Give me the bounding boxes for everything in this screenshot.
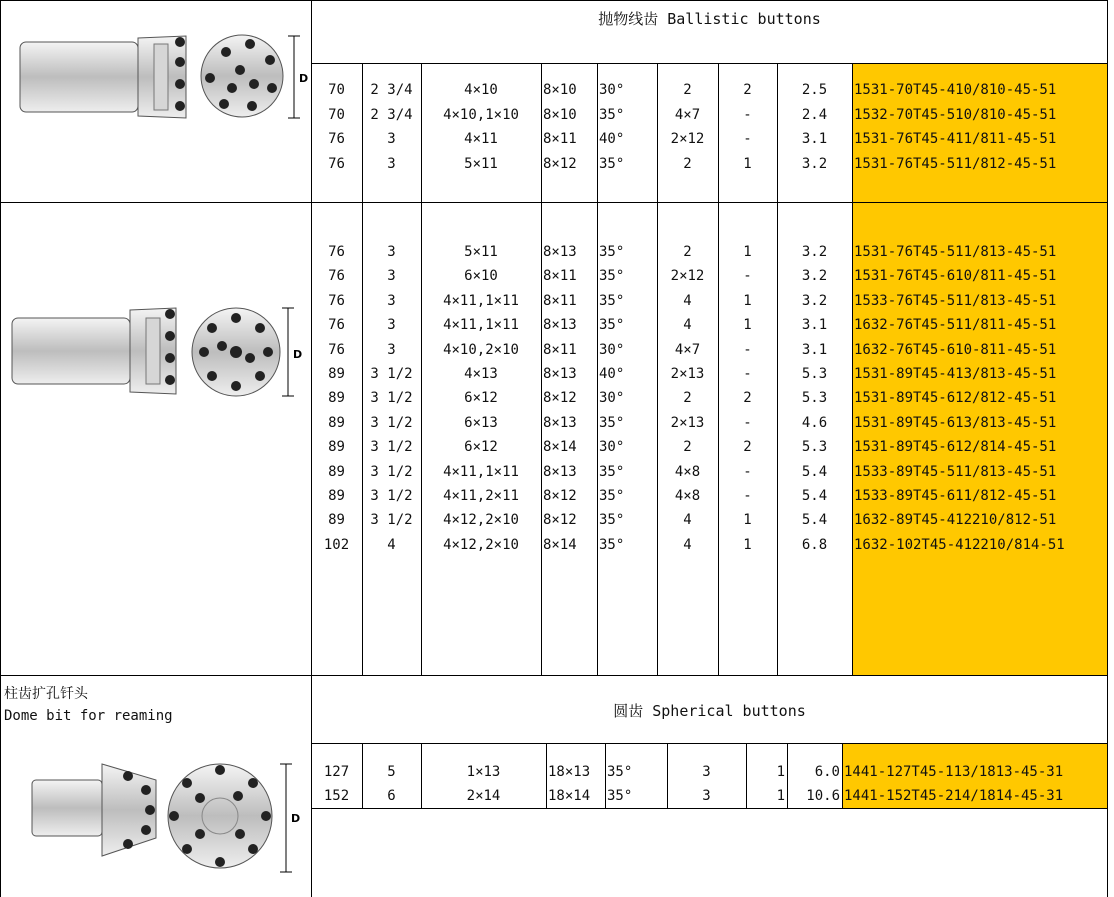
cell-diameter-mm: 76 xyxy=(328,131,345,147)
cell-part-number: 1531-76T45-511/812-45-51 xyxy=(854,156,1057,172)
cell-flush-holes: 2×13 xyxy=(670,415,705,431)
cell-flush-holes: 4 xyxy=(683,317,692,333)
cell-flush-holes: 4 xyxy=(683,537,692,553)
cell-front-holes: 1 xyxy=(743,317,752,333)
cell-button-size: 8×12 xyxy=(543,512,577,528)
cell-diameter-in: 3 xyxy=(387,268,396,284)
cell-front-holes: - xyxy=(743,107,752,123)
cell-diameter-mm: 89 xyxy=(328,512,345,528)
cell-flush-holes: 2 xyxy=(683,390,692,406)
cell-part-number: 1531-70T45-410/810-45-51 xyxy=(854,82,1057,98)
button-bit-illustration-icon xyxy=(18,30,308,132)
cell-button-count: 4×10,1×10 xyxy=(443,107,519,123)
cell-diameter-in: 3 1/2 xyxy=(370,488,413,504)
cell-weight: 10.6 xyxy=(806,788,840,804)
cell-button-count: 4×11,2×11 xyxy=(443,488,519,504)
cell-button-size: 8×11 xyxy=(543,293,577,309)
cell-diameter-mm: 76 xyxy=(328,244,345,260)
cell-angle: 35° xyxy=(599,537,625,553)
cell-angle: 35° xyxy=(599,512,625,528)
cell-front-holes: 1 xyxy=(776,764,785,780)
cell-button-count: 4×11 xyxy=(464,131,498,147)
cell-part-number: 1532-70T45-510/810-45-51 xyxy=(854,107,1057,123)
cell-flush-holes: 4 xyxy=(683,293,692,309)
cell-weight: 3.2 xyxy=(801,244,828,260)
cell-part-number: 1531-89T45-612/814-45-51 xyxy=(854,439,1057,455)
cell-button-count: 5×11 xyxy=(464,244,498,260)
cell-button-size: 8×13 xyxy=(543,366,577,382)
cell-flush-holes: 2 xyxy=(683,82,692,98)
cell-angle: 30° xyxy=(599,82,625,98)
cell-button-size: 18×14 xyxy=(548,788,591,804)
cell-front-holes: 1 xyxy=(743,293,752,309)
cell-front-holes: - xyxy=(743,268,752,284)
cell-angle: 35° xyxy=(599,488,625,504)
cell-button-count: 4×10 xyxy=(464,82,498,98)
cell-angle: 35° xyxy=(599,156,625,172)
cell-diameter-mm: 89 xyxy=(328,415,345,431)
cell-button-size: 8×13 xyxy=(543,464,577,480)
cell-weight: 3.2 xyxy=(801,293,828,309)
cell-button-size: 8×14 xyxy=(543,439,577,455)
cell-diameter-mm: 76 xyxy=(328,293,345,309)
cell-angle: 35° xyxy=(599,244,625,260)
cell-button-size: 18×13 xyxy=(548,764,591,780)
cell-weight: 5.4 xyxy=(801,488,828,504)
cell-front-holes: 1 xyxy=(743,512,752,528)
cell-front-holes: 2 xyxy=(743,439,752,455)
cell-angle: 35° xyxy=(599,415,625,431)
cell-part-number: 1441-127T45-113/1813-45-31 xyxy=(844,764,1064,780)
cell-diameter-mm: 127 xyxy=(323,764,350,780)
cell-part-number: 1533-89T45-611/812-45-51 xyxy=(854,488,1057,504)
cell-diameter-in: 3 1/2 xyxy=(370,512,413,528)
cell-weight: 2.4 xyxy=(801,107,828,123)
cell-angle: 35° xyxy=(599,293,625,309)
cell-button-count: 4×12,2×10 xyxy=(443,537,519,553)
cell-part-number: 1531-89T45-413/813-45-51 xyxy=(854,366,1057,382)
cell-diameter-in: 3 xyxy=(387,131,396,147)
cell-diameter-in: 3 1/2 xyxy=(370,390,413,406)
cell-diameter-mm: 70 xyxy=(328,107,345,123)
cell-flush-holes: 4×7 xyxy=(674,107,701,123)
cell-flush-holes: 4×7 xyxy=(674,342,701,358)
cell-angle: 35° xyxy=(607,764,633,780)
cell-diameter-mm: 89 xyxy=(328,488,345,504)
cell-front-holes: - xyxy=(743,366,752,382)
cell-button-count: 4×11,1×11 xyxy=(443,464,519,480)
cell-button-count: 6×12 xyxy=(464,439,498,455)
reaming-bit-label-en: Dome bit for reaming xyxy=(4,708,173,724)
cell-angle: 40° xyxy=(599,366,625,382)
cell-angle: 35° xyxy=(599,317,625,333)
cell-diameter-in: 3 xyxy=(387,244,396,260)
cell-diameter-in: 5 xyxy=(387,764,396,780)
cell-front-holes: 1 xyxy=(743,537,752,553)
cell-weight: 3.1 xyxy=(801,131,828,147)
cell-front-holes: - xyxy=(743,488,752,504)
cell-button-size: 8×12 xyxy=(543,156,577,172)
svg-text:D: D xyxy=(291,812,301,825)
cell-button-size: 8×10 xyxy=(543,107,577,123)
cell-part-number: 1533-89T45-511/813-45-51 xyxy=(854,464,1057,480)
button-bit-illustration-icon xyxy=(10,300,302,414)
cell-front-holes: - xyxy=(743,342,752,358)
cell-weight: 3.1 xyxy=(801,342,828,358)
cell-weight: 2.5 xyxy=(801,82,828,98)
cell-diameter-in: 6 xyxy=(387,788,396,804)
section-title-ballistic: 抛物线齿 Ballistic buttons xyxy=(598,10,821,28)
cell-angle: 35° xyxy=(607,788,633,804)
cell-flush-holes: 2×12 xyxy=(670,131,705,147)
cell-front-holes: - xyxy=(743,415,752,431)
cell-front-holes: 1 xyxy=(743,244,752,260)
cell-diameter-in: 3 1/2 xyxy=(370,366,413,382)
cell-diameter-in: 2 3/4 xyxy=(370,107,413,123)
cell-flush-holes: 2×13 xyxy=(670,366,705,382)
cell-part-number: 1531-76T45-511/813-45-51 xyxy=(854,244,1057,260)
cell-weight: 5.4 xyxy=(801,464,828,480)
cell-button-count: 2×14 xyxy=(466,788,501,804)
cell-angle: 35° xyxy=(599,464,625,480)
cell-part-number: 1533-76T45-511/813-45-51 xyxy=(854,293,1057,309)
cell-flush-holes: 2 xyxy=(683,244,692,260)
cell-diameter-in: 3 1/2 xyxy=(370,464,413,480)
cell-button-count: 4×11,1×11 xyxy=(443,293,519,309)
cell-diameter-in: 3 xyxy=(387,156,396,172)
cell-front-holes: - xyxy=(743,131,752,147)
cell-button-count: 4×13 xyxy=(464,366,498,382)
cell-diameter-mm: 76 xyxy=(328,317,345,333)
cell-flush-holes: 2×12 xyxy=(670,268,705,284)
cell-button-count: 4×11,1×11 xyxy=(443,317,519,333)
reaming-bit-label-cn: 柱齿扩孔钎头 xyxy=(4,686,88,702)
cell-diameter-mm: 76 xyxy=(328,268,345,284)
cell-button-count: 5×11 xyxy=(464,156,498,172)
cell-button-count: 4×12,2×10 xyxy=(443,512,519,528)
cell-part-number: 1632-89T45-412210/812-51 xyxy=(854,512,1057,528)
cell-angle: 30° xyxy=(599,342,625,358)
cell-front-holes: 1 xyxy=(776,788,785,804)
cell-front-holes: 1 xyxy=(743,156,752,172)
cell-part-number: 1531-76T45-610/811-45-51 xyxy=(854,268,1057,284)
cell-angle: 30° xyxy=(599,439,625,455)
cell-diameter-mm: 89 xyxy=(328,390,345,406)
cell-diameter-mm: 89 xyxy=(328,464,345,480)
cell-diameter-in: 3 xyxy=(387,317,396,333)
cell-diameter-mm: 70 xyxy=(328,82,345,98)
cell-button-size: 8×11 xyxy=(543,342,577,358)
cell-button-size: 8×13 xyxy=(543,317,577,333)
cell-part-number: 1632-76T45-511/811-45-51 xyxy=(854,317,1057,333)
cell-diameter-in: 3 1/2 xyxy=(370,415,413,431)
cell-button-size: 8×11 xyxy=(543,131,577,147)
cell-diameter-mm: 89 xyxy=(328,439,345,455)
cell-weight: 4.6 xyxy=(801,415,828,431)
cell-angle: 30° xyxy=(599,390,625,406)
section-title-spherical: 圆齿 Spherical buttons xyxy=(613,702,806,720)
cell-diameter-mm: 102 xyxy=(323,537,350,553)
cell-angle: 40° xyxy=(599,131,625,147)
cell-flush-holes: 4×8 xyxy=(674,464,701,480)
cell-button-size: 8×13 xyxy=(543,244,577,260)
cell-part-number: 1531-76T45-411/811-45-51 xyxy=(854,131,1057,147)
cell-angle: 35° xyxy=(599,268,625,284)
cell-weight: 3.2 xyxy=(801,156,828,172)
cell-weight: 5.3 xyxy=(801,439,828,455)
reaming-bit-illustration-icon xyxy=(10,760,302,894)
cell-diameter-mm: 152 xyxy=(323,788,350,804)
cell-front-holes: - xyxy=(743,464,752,480)
cell-button-size: 8×14 xyxy=(543,537,577,553)
cell-button-size: 8×13 xyxy=(543,415,577,431)
cell-part-number: 1632-76T45-610-811-45-51 xyxy=(854,342,1057,358)
cell-diameter-in: 2 3/4 xyxy=(370,82,413,98)
cell-part-number: 1632-102T45-412210/814-51 xyxy=(854,537,1065,553)
cell-diameter-in: 4 xyxy=(387,537,396,553)
cell-front-holes: 2 xyxy=(743,82,752,98)
svg-text:D: D xyxy=(299,72,308,85)
cell-button-size: 8×12 xyxy=(543,488,577,504)
cell-button-size: 8×11 xyxy=(543,268,577,284)
cell-diameter-mm: 76 xyxy=(328,156,345,172)
cell-part-number: 1531-89T45-613/813-45-51 xyxy=(854,415,1057,431)
cell-flush-holes: 3 xyxy=(702,788,711,804)
cell-diameter-mm: 76 xyxy=(328,342,345,358)
cell-button-count: 4×10,2×10 xyxy=(443,342,519,358)
cell-weight: 5.3 xyxy=(801,366,828,382)
cell-diameter-in: 3 1/2 xyxy=(370,439,413,455)
cell-button-size: 8×12 xyxy=(543,390,577,406)
cell-flush-holes: 4 xyxy=(683,512,692,528)
cell-weight: 6.8 xyxy=(801,537,828,553)
cell-flush-holes: 2 xyxy=(683,439,692,455)
cell-weight: 5.4 xyxy=(801,512,828,528)
cell-weight: 5.3 xyxy=(801,390,828,406)
cell-flush-holes: 3 xyxy=(702,764,711,780)
cell-weight: 3.2 xyxy=(801,268,828,284)
cell-angle: 35° xyxy=(599,107,625,123)
cell-button-size: 8×10 xyxy=(543,82,577,98)
cell-weight: 6.0 xyxy=(814,764,840,780)
cell-button-count: 6×12 xyxy=(464,390,498,406)
cell-weight: 3.1 xyxy=(801,317,828,333)
cell-part-number: 1441-152T45-214/1814-45-31 xyxy=(844,788,1064,804)
cell-front-holes: 2 xyxy=(743,390,752,406)
cell-button-count: 1×13 xyxy=(466,764,501,780)
cell-part-number: 1531-89T45-612/812-45-51 xyxy=(854,390,1057,406)
cell-diameter-in: 3 xyxy=(387,293,396,309)
cell-button-count: 6×10 xyxy=(464,268,498,284)
cell-button-count: 6×13 xyxy=(464,415,498,431)
svg-text:D: D xyxy=(293,348,302,361)
cell-flush-holes: 4×8 xyxy=(674,488,701,504)
cell-diameter-mm: 89 xyxy=(328,366,345,382)
cell-diameter-in: 3 xyxy=(387,342,396,358)
cell-flush-holes: 2 xyxy=(683,156,692,172)
